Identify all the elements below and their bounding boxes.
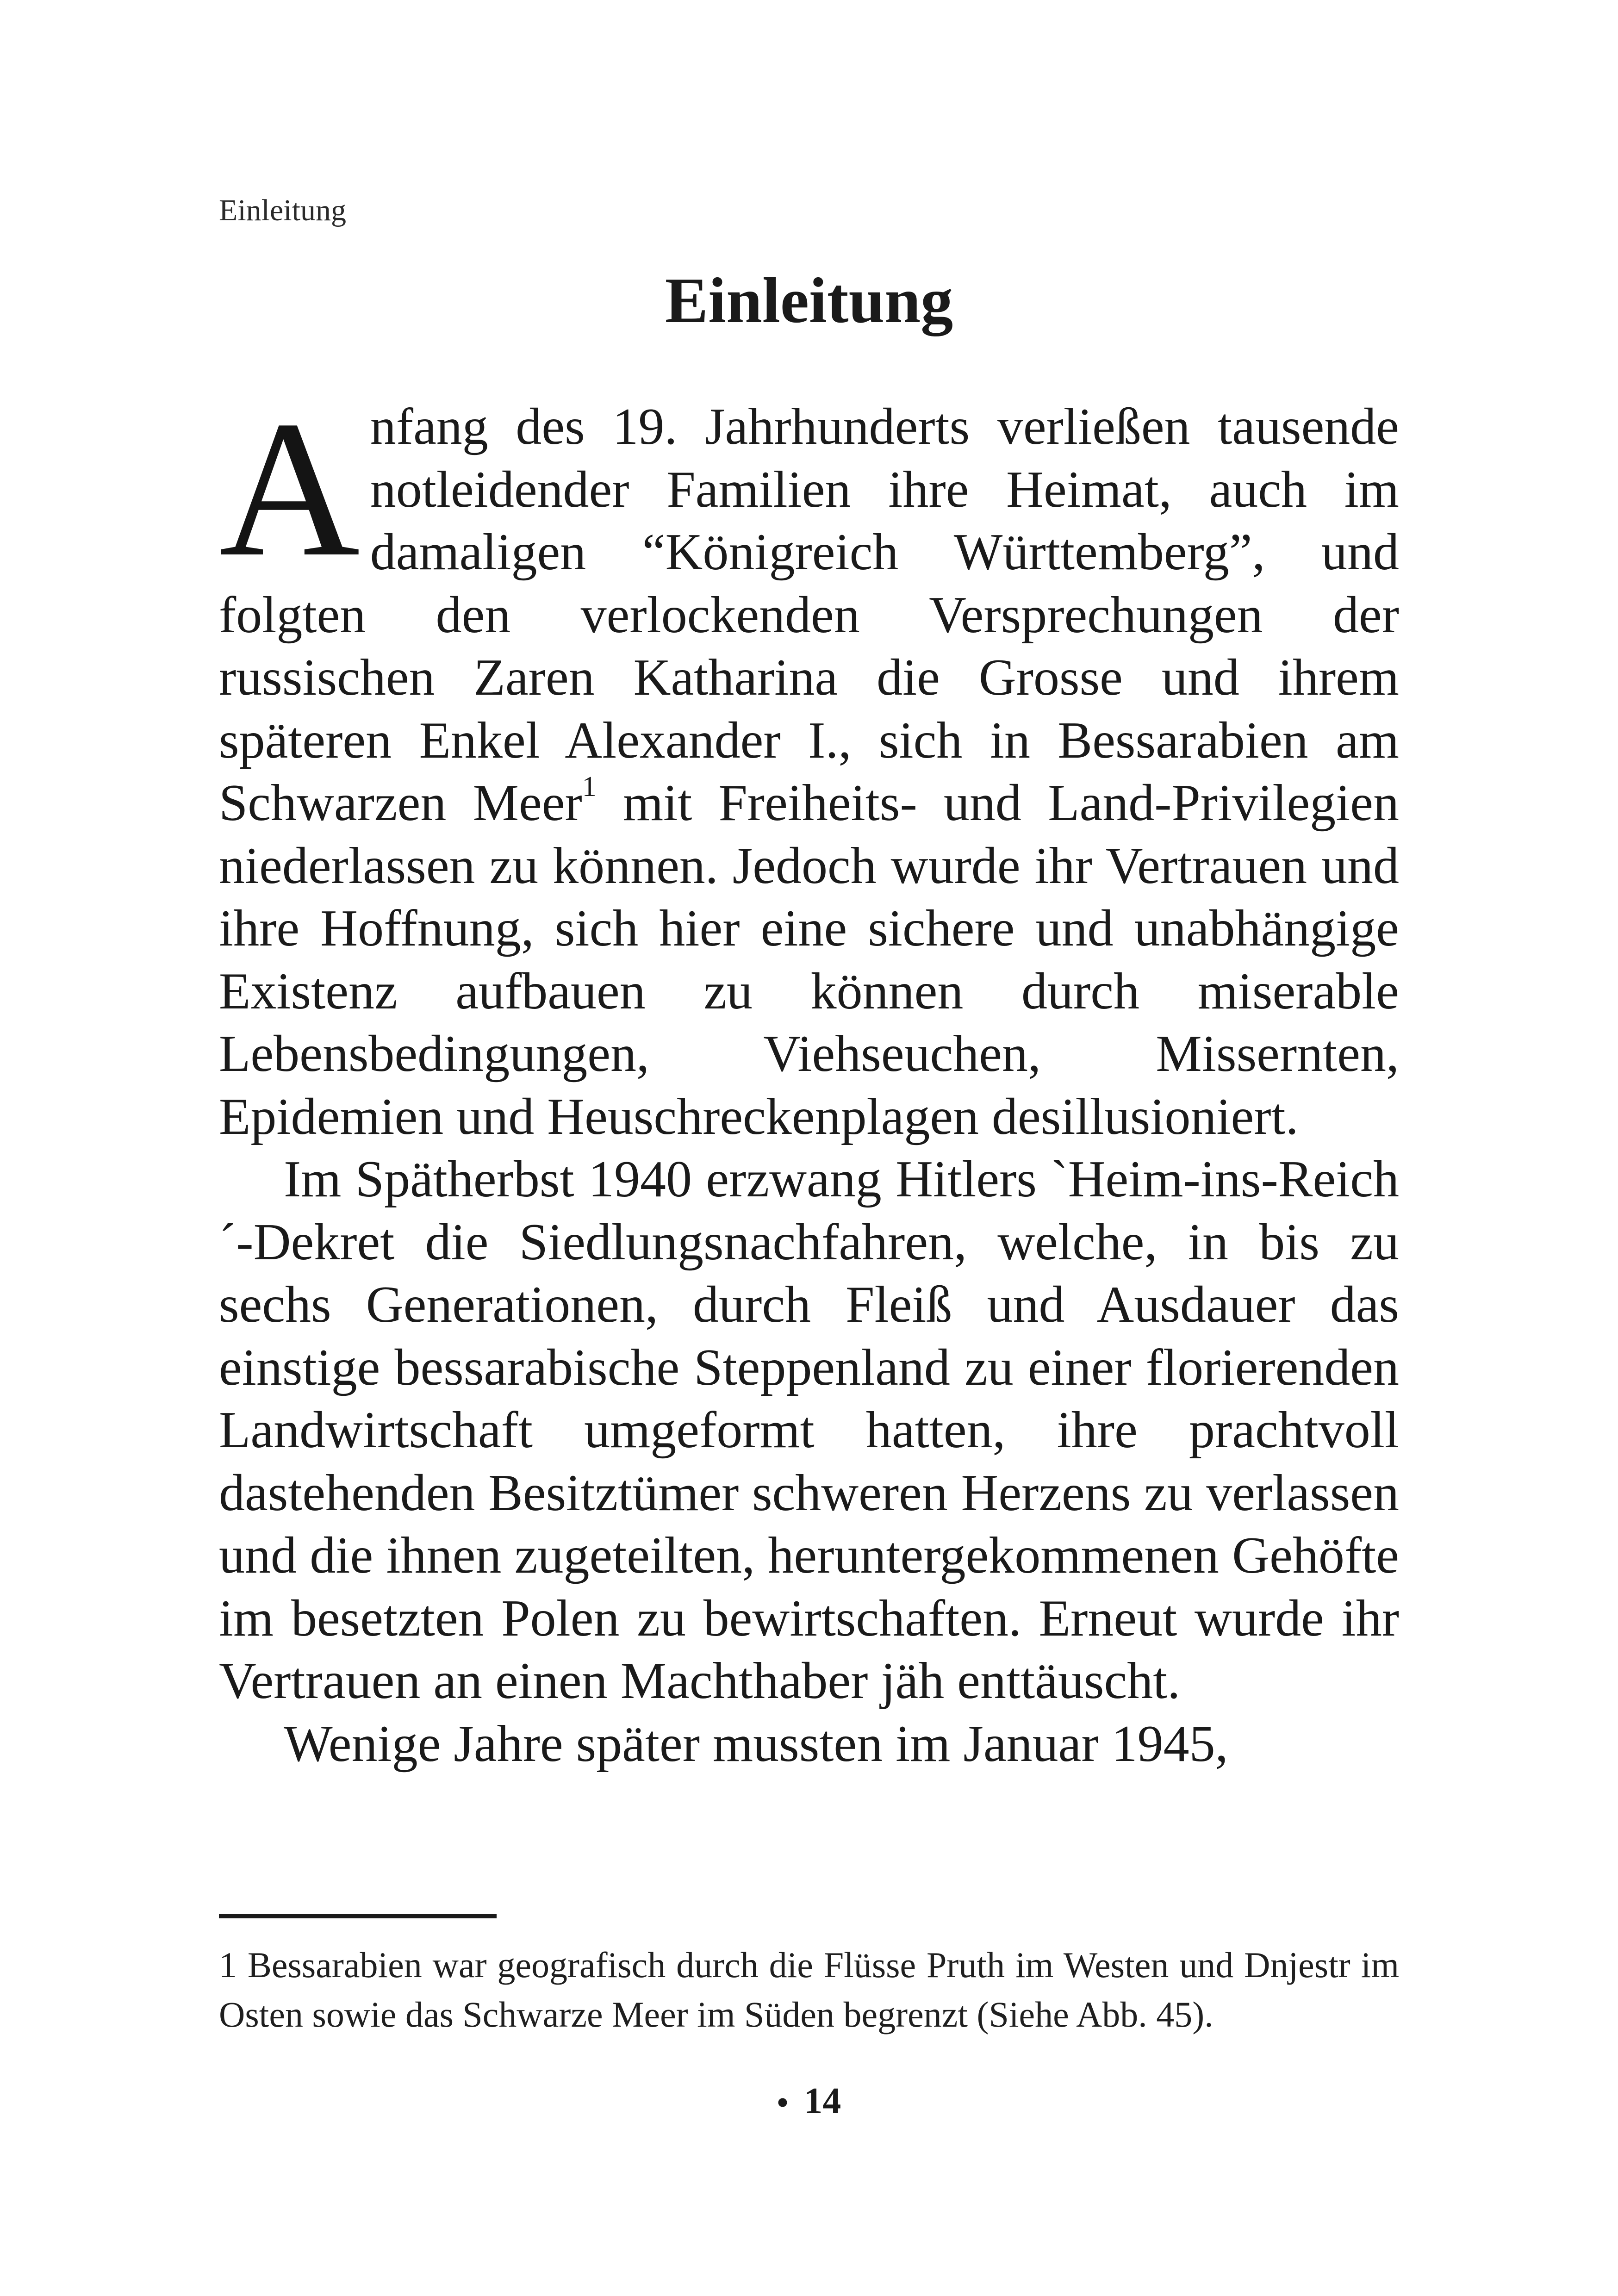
page-number: 14 <box>804 2081 841 2122</box>
running-head: Einleitung <box>219 193 346 227</box>
page-footer <box>0 2078 1618 2126</box>
paragraph-1 <box>219 381 1399 1148</box>
footnote: 1 Bessarabien war geografisch durch die Flüsse Pruth im Westen und Dnjestr im Osten sowie das Schwarze Meer im Süden begrenzt (Siehe Abb. 45). <box>219 1945 1399 2035</box>
footnote-separator <box>219 1914 497 1918</box>
paragraph-1-text-end: mit Freiheits- und Land-Privilegien niederlassen zu können. Jedoch wurde ihr Vertrauen und ihre Hoffnung, sich hier eine sichere und unabhängige Existenz aufbauen zu können durch miserable Lebensbedingungen, Viehseuchen, Missernten, Epidemien und Heuschreckenplagen desillusioniert. <box>219 774 1399 1145</box>
paragraph-1-text-start: nfang des 19. Jahrhunderts verließen tausende notleidender Familien ihre Heimat, auch im damaligen “Königreich Württemberg”, und folgten den verlockenden Versprechungen der russischen Zaren Katharina die Grosse und ihrem späteren Enkel Alexander I., sich in Bessarabien am Schwarzen Meer <box>219 398 1399 832</box>
footnote-reference[interactable]: 1 <box>582 771 597 803</box>
paragraph-2: Im Spätherbst 1940 erzwang Hitlers `Heim-ins-Reich´-Dekret die Siedlungsnachfahren, welche, in bis zu sechs Generationen, durch Fleiß und Ausdauer das einstige bessarabische Steppenland zu einer florierenden Landwirtschaft umgeformt hatten, ihre prachtvoll dastehenden Besitztümer schweren Herzens zu verlassen und die ihnen zugeteilten, heruntergekommenen Gehöfte im besetzten Polen zu bewirtschaften. Erneut wurde ihr Vertrauen an einen Machthaber jäh enttäuscht. <box>219 1151 1399 1710</box>
paragraph-3: Wenige Jahre später mussten im Januar 1945, <box>284 1715 1228 1773</box>
body-text <box>219 381 1399 1775</box>
drop-cap: A <box>219 381 360 597</box>
bullet-icon: • <box>777 2085 789 2121</box>
chapter-title: Einleitung <box>665 265 953 336</box>
